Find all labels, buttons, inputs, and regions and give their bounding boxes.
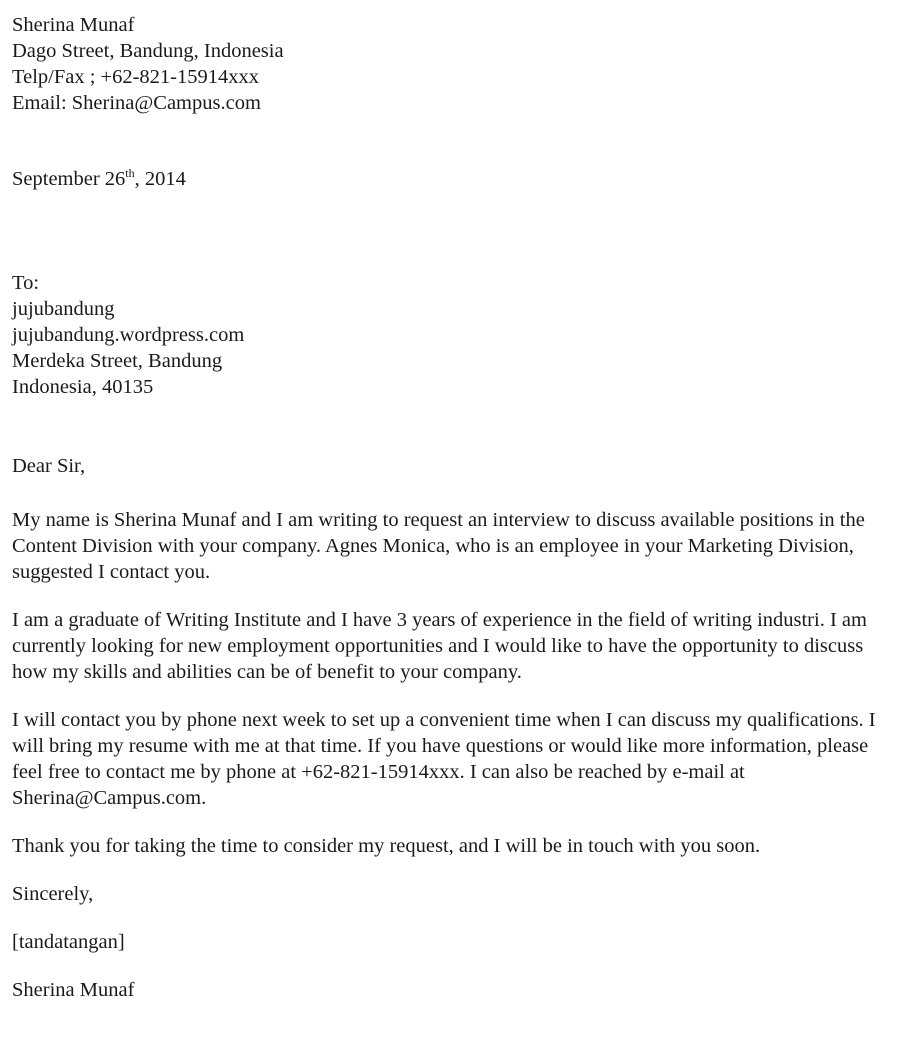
recipient-line-4: Indonesia, 40135 (12, 376, 154, 398)
body-paragraph-1: My name is Sherina Munaf and I am writing to request an interview to discuss available positions in the Content Division with your company. Agnes Monica, who is an employee in your Marketing Division, suggested I contact you. (12, 509, 865, 583)
salutation: Dear Sir, (12, 455, 86, 477)
sender-phone: Telp/Fax ; +62-821-15914xxx (12, 66, 259, 88)
recipient-line-2: jujubandung.wordpress.com (12, 324, 245, 346)
sender-name: Sherina Munaf (12, 14, 135, 36)
date-ordinal-suffix: th (125, 166, 135, 181)
body-paragraph-3: I will contact you by phone next week to set up a convenient time when I can discuss my qualifications. I will bring my resume with me at that time. If you have questions or would like more information, please feel free to contact me by phone at +62-821-15914xxx. I can also be reached by e-mail at Sherina@Campus.com. (12, 709, 876, 809)
closing-block (12, 881, 880, 1003)
letterhead (12, 12, 880, 116)
date-month-day: September 26 (12, 168, 126, 190)
recipient-to-label: To: (12, 272, 40, 294)
body-paragraph-4: Thank you for taking the time to consider my request, and I will be in touch with you soon. (12, 835, 761, 857)
body-paragraph-2: I am a graduate of Writing Institute and I have 3 years of experience in the field of writing industri. I am currently looking for new employment opportunities and I would like to have the opportunity to discuss how my skills and abilities can be of benefit to your company. (12, 609, 867, 683)
date-year: , 2014 (134, 168, 186, 190)
sender-email: Email: Sherina@Campus.com (12, 92, 261, 114)
letter-body (12, 507, 880, 859)
letter-date (12, 166, 880, 192)
recipient-line-3: Merdeka Street, Bandung (12, 350, 223, 372)
recipient-line-1: jujubandung (12, 298, 115, 320)
closing-sincerely: Sincerely, (12, 883, 94, 905)
recipient-block (12, 270, 880, 400)
sender-address: Dago Street, Bandung, Indonesia (12, 40, 284, 62)
signature-name: Sherina Munaf (12, 979, 135, 1001)
signature-placeholder: [tandatangan] (12, 931, 125, 953)
